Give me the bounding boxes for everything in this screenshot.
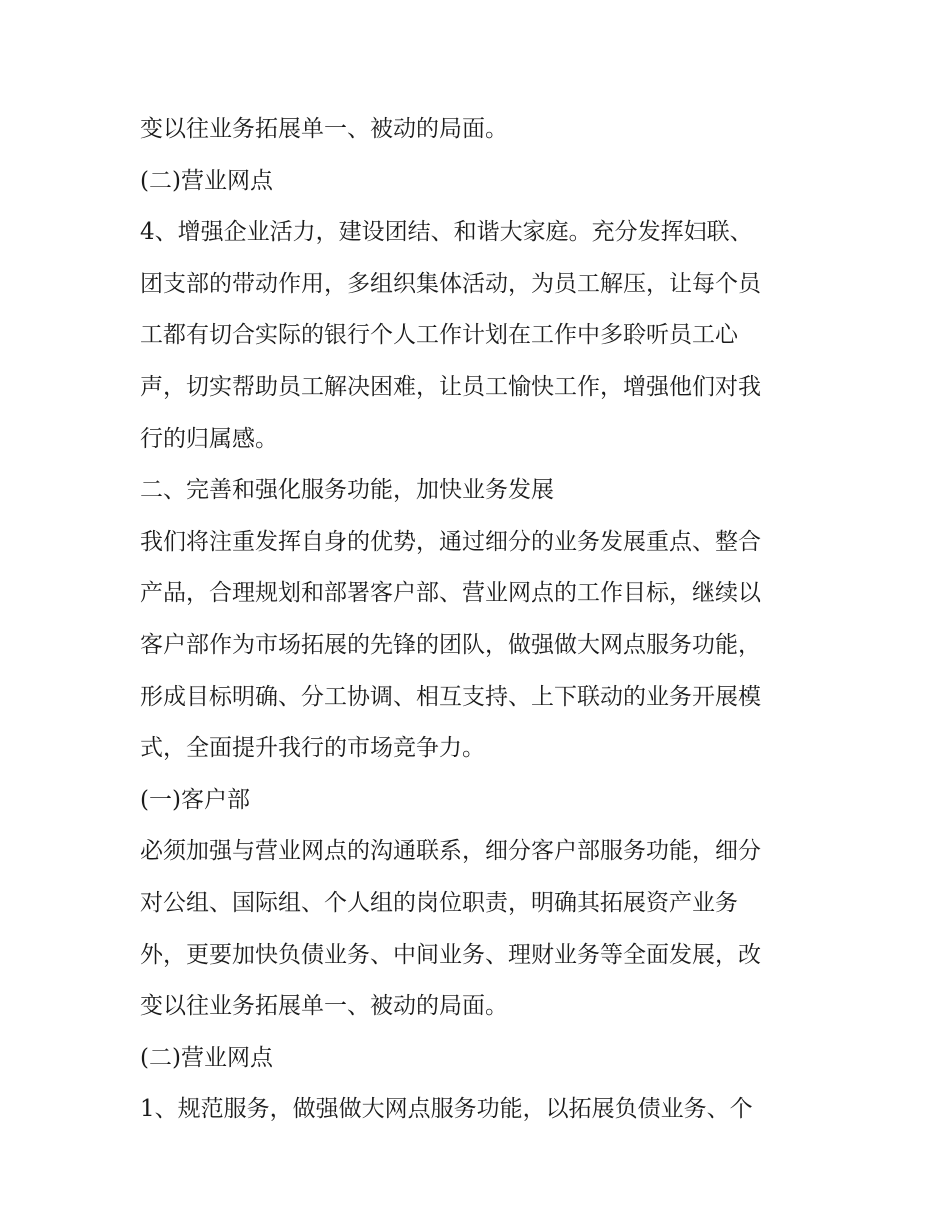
section-heading: (一)客户部 — [140, 786, 250, 813]
text-line: 4、增强企业活力，建设团结、和谐大家庭。充分发挥妇联、 — [140, 219, 753, 246]
text-line: 声，切实帮助员工解决困难，让员工愉快工作，增强他们对我 — [140, 373, 761, 400]
text-line: 必须加强与营业网点的沟通联系，细分客户部服务功能，细分 — [140, 838, 761, 865]
text-line: 变以往业务拓展单一、被动的局面。 — [140, 116, 508, 142]
section-heading: (二)营业网点 — [140, 167, 273, 194]
text-line: 变以往业务拓展单一、被动的局面。 — [140, 993, 508, 1020]
text-line: 团支部的带动作用，多组织集体活动，为员工解压，让每个员 — [140, 270, 761, 297]
text-line: 客户部作为市场拓展的先锋的团队，做强做大网点服务功能， — [140, 631, 761, 658]
text-line: 1、规范服务，做强做大网点服务功能，以拓展负债业务、个 — [140, 1096, 753, 1123]
text-line: 我们将注重发挥自身的优势，通过细分的业务发展重点、整合 — [140, 528, 761, 555]
text-line: 产品，合理规划和部署客户部、营业网点的工作目标，继续以 — [140, 580, 761, 607]
section-heading: (二)营业网点 — [140, 1044, 273, 1071]
text-line: 形成目标明确、分工协调、相互支持、上下联动的业务开展模 — [140, 683, 761, 710]
document-body — [140, 108, 820, 1140]
text-line: 式，全面提升我行的市场竞争力。 — [140, 735, 485, 762]
text-line: 对公组、国际组、个人组的岗位职责，明确其拓展资产业务 — [140, 889, 738, 916]
text-line: 行的归属感。 — [140, 425, 278, 452]
text-line: 工都有切合实际的银行个人工作计划在工作中多聆听员工心 — [140, 322, 738, 349]
section-heading: 二、完善和强化服务功能，加快业务发展 — [140, 477, 554, 504]
text-line: 外，更要加快负债业务、中间业务、理财业务等全面发展，改 — [140, 941, 761, 968]
